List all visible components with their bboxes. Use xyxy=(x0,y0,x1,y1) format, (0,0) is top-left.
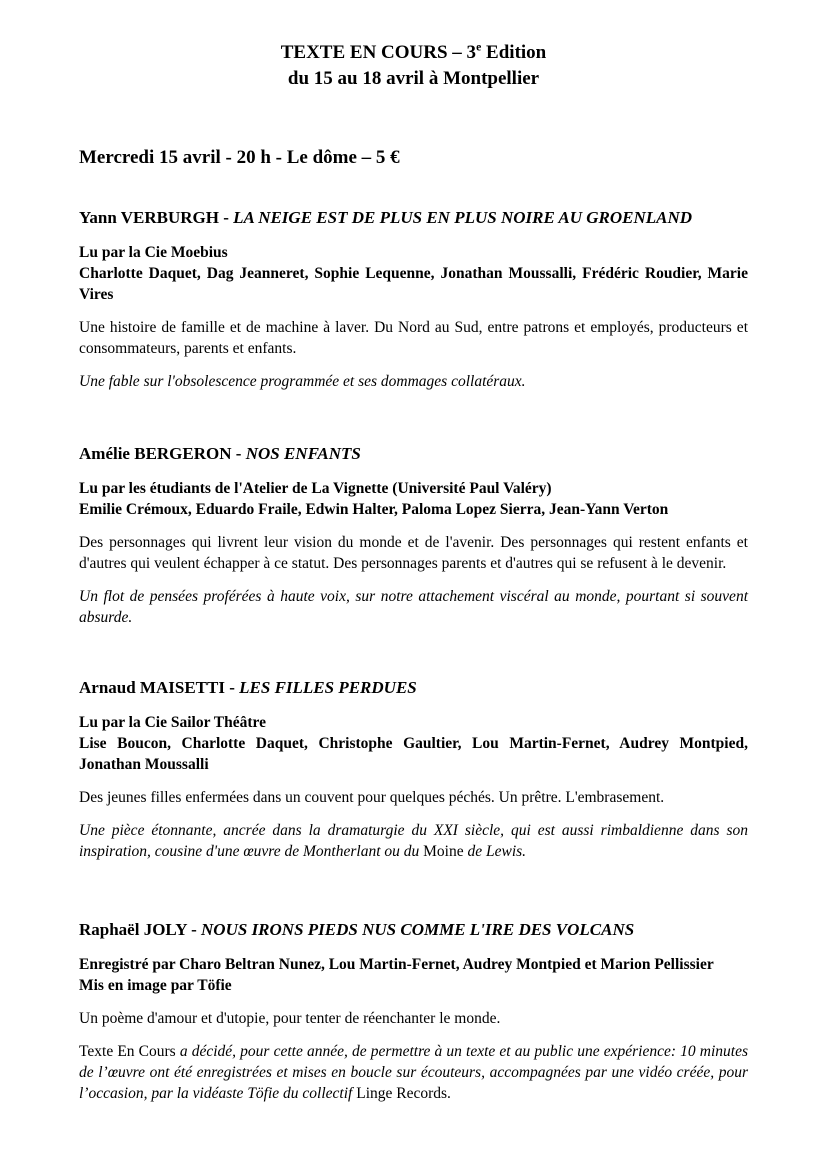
artist-name: Arnaud MAISETTI xyxy=(79,678,225,697)
section-raphael-joly xyxy=(79,918,748,1104)
note-roman-run: Moine xyxy=(423,843,464,860)
artist-heading xyxy=(79,918,748,942)
description-paragraph: Une histoire de famille et de machine à laver. Du Nord au Sud, entre patrons et employés, producteurs et consommateurs, parents et enfants. xyxy=(79,319,748,357)
document-title-line-2: du 15 au 18 avril à Montpellier xyxy=(287,68,540,89)
artist-heading xyxy=(79,206,748,230)
section-yann-verburgh xyxy=(79,206,748,392)
note-paragraph: Un flot de pensées proférées à haute voix, sur notre attachement viscéral au monde, pourtant si souvent absurde. xyxy=(79,588,748,626)
heading-separator: - xyxy=(218,208,234,227)
credits-block xyxy=(79,712,748,775)
closing-roman-run-1: Texte En Cours xyxy=(79,1043,180,1060)
credit-line-2: Lise Boucon, Charlotte Daquet, Christophe Gaultier, Lou Martin-Fernet, Audrey Montpied, Jonathan Moussalli xyxy=(79,735,748,773)
title-text-suffix: Edition xyxy=(481,42,547,63)
description-paragraph: Des jeunes filles enfermées dans un couvent pour quelques péchés. Un prêtre. L'embrasement. xyxy=(79,789,665,806)
closing-italic-run: a décidé, pour cette année, de permettre à un texte et au public une expérience: 10 minutes de l’œuvre ont été enregistrées et mises en boucle sur écouteurs, accompagnées par une vidéo créée, pour l’occasion, par la vidéaste Töfie du collectif xyxy=(79,1043,749,1102)
credit-line-1: Lu par les étudiants de l'Atelier de La Vignette (Université Paul Valéry) xyxy=(79,480,552,497)
artist-name: Amélie BERGERON xyxy=(79,444,232,463)
title-text-prefix: TEXTE EN COURS – 3 xyxy=(280,42,477,63)
credits-block xyxy=(79,954,748,996)
work-title: NOS ENFANTS xyxy=(245,444,361,463)
event-heading: Mercredi 15 avril - 20 h - Le dôme – 5 € xyxy=(79,147,400,168)
credit-line-1: Enregistré par Charo Beltran Nunez, Lou Martin-Fernet, Audrey Montpied et Marion Pellissier xyxy=(79,956,714,973)
credits-block xyxy=(79,478,748,520)
credits-block xyxy=(79,242,748,305)
credit-line-2: Mis en image par Töfie xyxy=(79,977,232,994)
closing-roman-run-2: Linge Records. xyxy=(356,1085,451,1102)
note-italic-run-2: de Lewis. xyxy=(463,843,527,860)
note-paragraph: Une fable sur l'obsolescence programmée et ses dommages collatéraux. xyxy=(79,373,526,390)
note-italic-run-1: Une pièce étonnante, ancrée dans la dramaturgie du XXI siècle, qui est aussi rimbaldienne dans son inspiration, cousine d'une œuvre de Montherlant ou du xyxy=(79,822,748,860)
document-title xyxy=(79,40,748,92)
artist-name: Raphaël JOLY xyxy=(79,920,187,939)
work-title: NOUS IRONS PIEDS NUS COMME L'IRE DES VOLCANS xyxy=(201,920,635,939)
section-arnaud-maisetti xyxy=(79,676,748,862)
description-paragraph: Un poème d'amour et d'utopie, pour tenter de réenchanter le monde. xyxy=(79,1010,501,1027)
heading-separator: - xyxy=(186,920,202,939)
title-superscript: e xyxy=(476,40,482,54)
work-title: LES FILLES PERDUES xyxy=(239,678,417,697)
credit-line-1: Lu par la Cie Sailor Théâtre xyxy=(79,714,267,731)
closing-paragraph xyxy=(79,1041,748,1104)
note-paragraph xyxy=(79,820,748,862)
heading-separator: - xyxy=(224,678,240,697)
artist-heading xyxy=(79,676,748,700)
description-paragraph: Des personnages qui livrent leur vision du monde et de l'avenir. Des personnages qui restent enfants et d'autres qui veulent échapper à ce statut. Des personnages parents et d'autres qui se refusent à le devenir. xyxy=(79,534,748,572)
artist-heading xyxy=(79,442,748,466)
credit-line-2: Emilie Crémoux, Eduardo Fraile, Edwin Halter, Paloma Lopez Sierra, Jean-Yann Verton xyxy=(79,501,669,518)
artist-name: Yann VERBURGH xyxy=(79,208,219,227)
section-amelie-bergeron xyxy=(79,442,748,628)
work-title: LA NEIGE EST DE PLUS EN PLUS NOIRE AU GROENLAND xyxy=(233,208,693,227)
credit-line-1: Lu par la Cie Moebius xyxy=(79,244,228,261)
credit-line-2: Charlotte Daquet, Dag Jeanneret, Sophie Lequenne, Jonathan Moussalli, Frédéric Roudier, Marie Vires xyxy=(79,265,748,303)
document-title-line-1 xyxy=(79,40,748,66)
heading-separator: - xyxy=(231,444,246,463)
